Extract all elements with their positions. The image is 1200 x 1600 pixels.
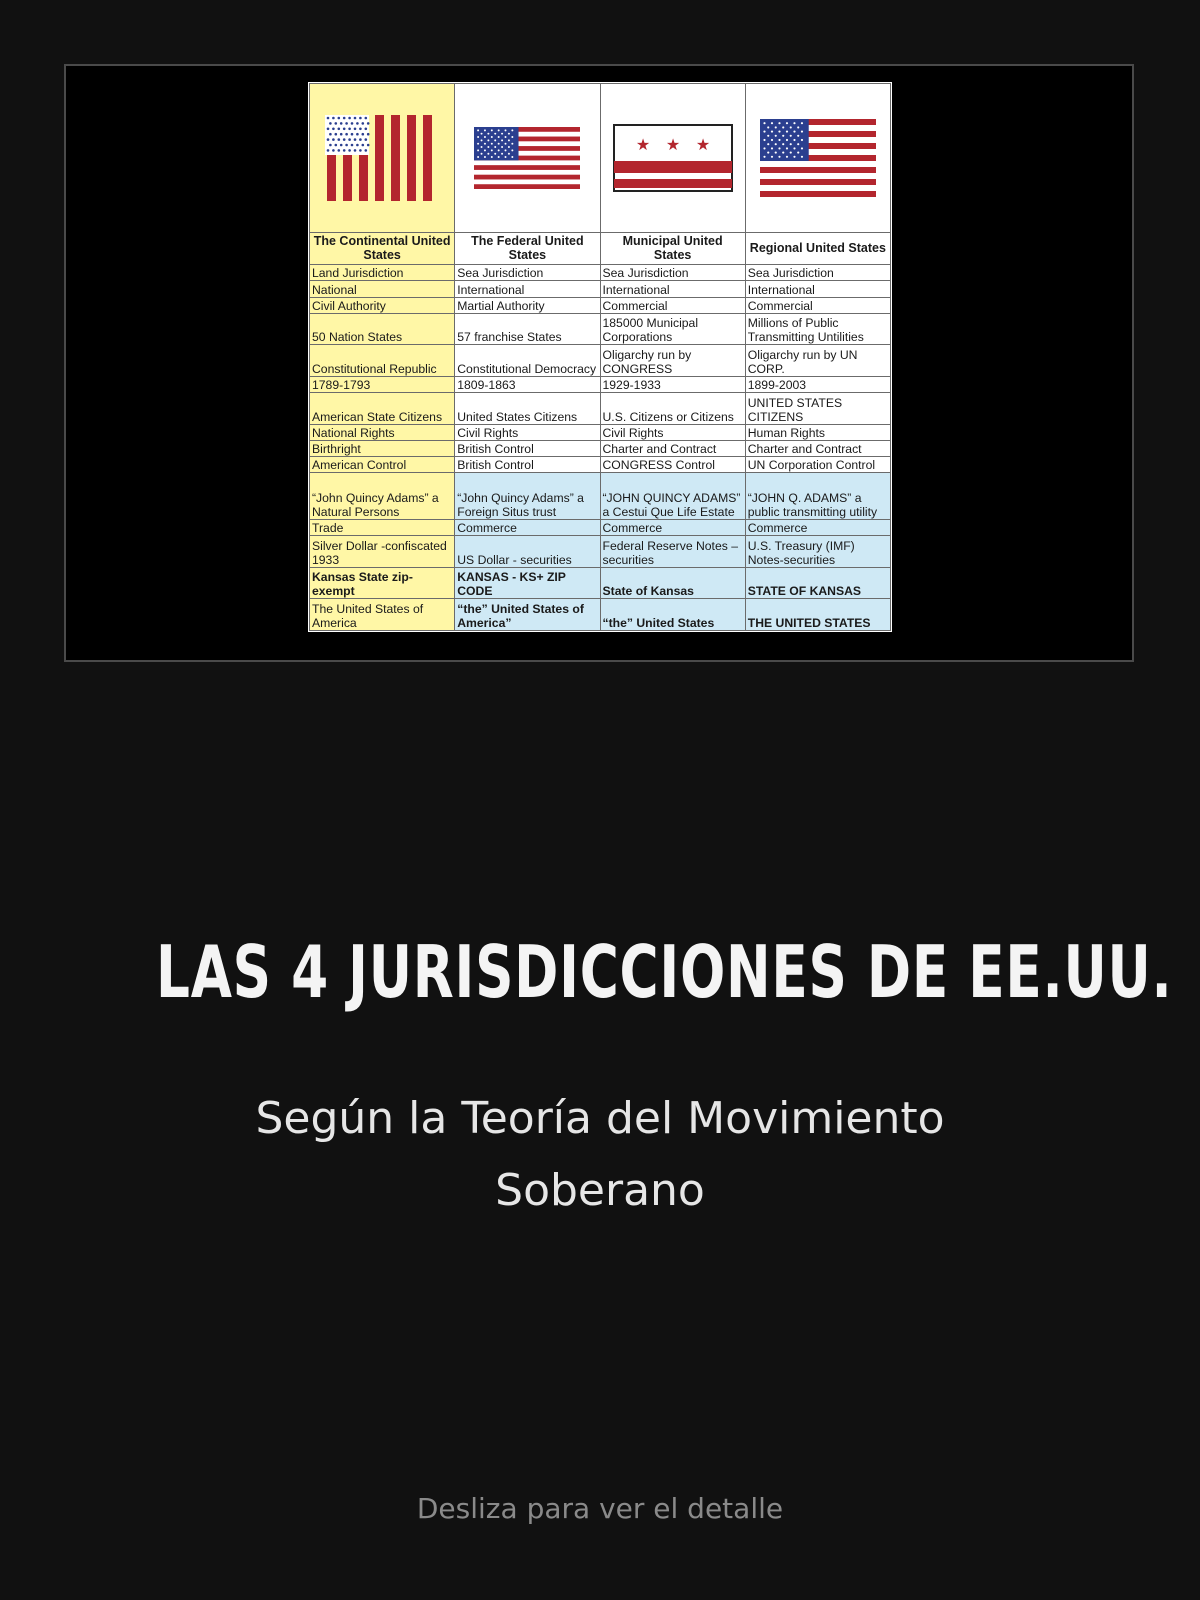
table-row xyxy=(310,264,891,280)
table-cell: American Control xyxy=(310,457,455,473)
table-cell: British Control xyxy=(455,440,600,456)
column-header: The Continental United States xyxy=(310,233,455,265)
swipe-hint: Desliza para ver el detalle xyxy=(416,1492,784,1525)
column-header: Municipal United States xyxy=(600,233,745,265)
table-cell: Oligarchy run by UN CORP. xyxy=(745,345,890,377)
flag-cell-federal xyxy=(455,84,600,233)
table-row xyxy=(310,567,891,599)
table-row xyxy=(310,457,891,473)
table-cell: Commercial xyxy=(600,297,745,313)
table-row xyxy=(310,393,891,425)
table-cell: 1789-1793 xyxy=(310,376,455,392)
table-cell: “John Quincy Adams” a Natural Persons xyxy=(310,473,455,520)
table-cell: 50 Nation States xyxy=(310,313,455,345)
table-cell: Millions of Public Transmitting Untilities xyxy=(745,313,890,345)
table-cell: Commerce xyxy=(600,520,745,536)
table-cell: “John Quincy Adams” a Foreign Situs trust xyxy=(455,473,600,520)
table-row xyxy=(310,297,891,313)
table-cell: “the” United States of America” xyxy=(455,599,600,631)
table-cell: Civil Rights xyxy=(600,424,745,440)
page-title: LAS 4 JURISDICCIONES DE EE.UU. xyxy=(156,930,1173,1014)
table-cell: Human Rights xyxy=(745,424,890,440)
table-cell: Commerce xyxy=(455,520,600,536)
table-cell: Charter and Contract xyxy=(600,440,745,456)
table-row xyxy=(310,313,891,345)
table-cell: 57 franchise States xyxy=(455,313,600,345)
table-cell: State of Kansas xyxy=(600,567,745,599)
flag-cell-municipal xyxy=(600,84,745,233)
table-cell: “the” United States xyxy=(600,599,745,631)
table-cell: US Dollar - securities xyxy=(455,536,600,568)
table-cell: Oligarchy run by CONGRESS xyxy=(600,345,745,377)
table-cell: Charter and Contract xyxy=(745,440,890,456)
table-cell: United States Citizens xyxy=(455,393,600,425)
table-cell: Commerce xyxy=(745,520,890,536)
table-cell: 185000 Municipal Corporations xyxy=(600,313,745,345)
federal-us-flag-icon xyxy=(474,127,580,189)
table-cell: National xyxy=(310,281,455,297)
table-cell: Trade xyxy=(310,520,455,536)
table-cell: Land Jurisdiction xyxy=(310,264,455,280)
table-cell: British Control xyxy=(455,457,600,473)
table-cell: Sea Jurisdiction xyxy=(455,264,600,280)
table-cell: “JOHN Q. ADAMS” a public transmitting utility xyxy=(745,473,890,520)
table-header-row xyxy=(310,233,891,265)
svg-text:★: ★ xyxy=(695,135,710,154)
dc-flag-icon xyxy=(613,124,733,192)
table-cell: Kansas State zip-exempt xyxy=(310,567,455,599)
table-cell: CONGRESS Control xyxy=(600,457,745,473)
table-cell: “JOHN QUINCY ADAMS” a Cestui Que Life Estate xyxy=(600,473,745,520)
table-cell: Federal Reserve Notes – securities xyxy=(600,536,745,568)
table-row xyxy=(310,281,891,297)
table-cell: Birthright xyxy=(310,440,455,456)
table-cell: 1809-1863 xyxy=(455,376,600,392)
table-cell: Martial Authority xyxy=(455,297,600,313)
column-header: Regional United States xyxy=(745,233,890,265)
jurisdictions-table-image xyxy=(308,82,892,632)
column-header: The Federal United States xyxy=(455,233,600,265)
table-cell: International xyxy=(455,281,600,297)
flag-cell-continental xyxy=(310,84,455,233)
table-cell: National Rights xyxy=(310,424,455,440)
table-row xyxy=(310,599,891,631)
svg-text:★: ★ xyxy=(635,135,650,154)
jurisdictions-table xyxy=(309,83,891,631)
table-row xyxy=(310,520,891,536)
table-cell: Sea Jurisdiction xyxy=(745,264,890,280)
table-cell: UN Corporation Control xyxy=(745,457,890,473)
table-cell: UNITED STATES CITIZENS xyxy=(745,393,890,425)
table-cell: Silver Dollar -confiscated 1933 xyxy=(310,536,455,568)
table-row xyxy=(310,473,891,520)
table-cell: U.S. Citizens or Citizens xyxy=(600,393,745,425)
flag-row xyxy=(310,84,891,233)
table-cell: American State Citizens xyxy=(310,393,455,425)
table-row xyxy=(310,440,891,456)
table-cell: Commercial xyxy=(745,297,890,313)
table-cell: Constitutional Republic xyxy=(310,345,455,377)
table-cell: International xyxy=(745,281,890,297)
table-cell: Civil Rights xyxy=(455,424,600,440)
table-cell: Civil Authority xyxy=(310,297,455,313)
table-row xyxy=(310,424,891,440)
table-cell: KANSAS - KS+ ZIP CODE xyxy=(455,567,600,599)
table-row xyxy=(310,536,891,568)
continental-flag-icon xyxy=(325,115,439,201)
table-cell: Sea Jurisdiction xyxy=(600,264,745,280)
table-cell: 1899-2003 xyxy=(745,376,890,392)
table-row xyxy=(310,345,891,377)
svg-text:★: ★ xyxy=(665,135,680,154)
table-cell: STATE OF KANSAS xyxy=(745,567,890,599)
flag-cell-regional xyxy=(745,84,890,233)
table-cell: International xyxy=(600,281,745,297)
table-cell: THE UNITED STATES xyxy=(745,599,890,631)
regional-us-flag-icon xyxy=(760,119,876,197)
table-cell: The United States of America xyxy=(310,599,455,631)
table-cell: Constitutional Democracy xyxy=(455,345,600,377)
page-subtitle: Según la Teoría del Movimiento Soberano xyxy=(255,1093,945,1216)
table-cell: U.S. Treasury (IMF) Notes-securities xyxy=(745,536,890,568)
table-row xyxy=(310,376,891,392)
table-cell: 1929-1933 xyxy=(600,376,745,392)
